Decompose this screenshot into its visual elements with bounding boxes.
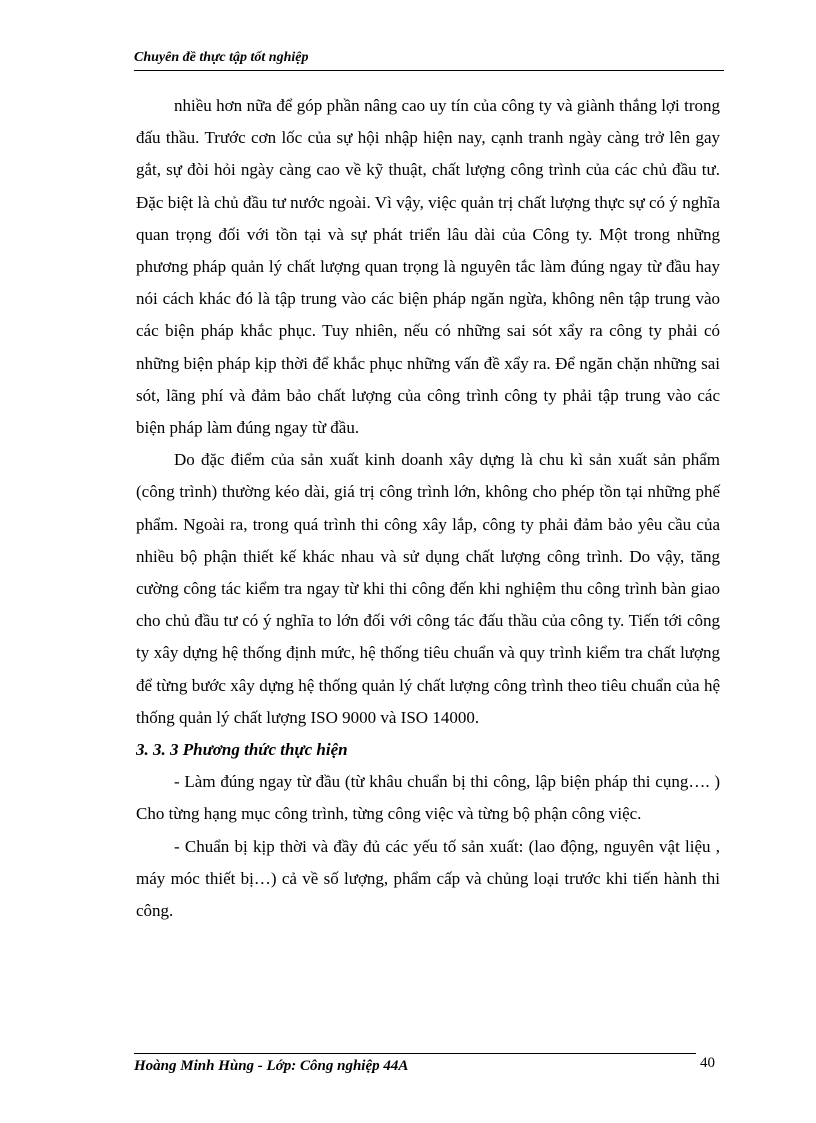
page-number: 40 [700,1055,715,1071]
body-paragraph: Do đặc điểm của sản xuất kinh doanh xây dựng là chu kì sản xuất sản phẩm (công trình) thường kéo dài, giá trị công trình lớn, không cho phép tồn tại những phế phẩm. Ngoài ra, trong quá trình thi công xây lắp, công ty phải đảm bảo yêu cầu của nhiều bộ phận thiết kế khác nhau và sử dụng chất lượng công trình. Do vậy, tăng cường công tác kiểm tra ngay từ khi thi công đến khi nghiệm thu công trình bàn giao cho chủ đầu tư có ý nghĩa to lớn đối với công tác đấu thầu của công ty. Tiến tới công ty xây dựng hệ thống định mức, hệ thống tiêu chuẩn và quy trình kiểm tra chất lượng để từng bước xây dựng hệ thống quản lý chất lượng công trình theo tiêu chuẩn của hệ thống quản lý chất lượng ISO 9000 và ISO 14000. [136,450,720,727]
page-header [134,48,724,71]
header-title: Chuyên đề thực tập tốt nghiệp [134,50,309,65]
section-paragraph: - Làm đúng ngay từ đầu (từ khâu chuẩn bị thi công, lập biện pháp thi cụng…. ) Cho từng hạng mục công trình, từng công việc và từng bộ phận công việc. [136,772,720,824]
footer-author: Hoàng Minh Hùng - Lớp: Công nghiệp 44A [134,1058,409,1074]
section-paragraph: - Chuẩn bị kịp thời và đầy đủ các yếu tố sản xuất: (lao động, nguyên vật liệu , máy móc thiết bị…) cả về số lượng, phẩm cấp và chủng loại trước khi tiến hành thi công. [136,836,720,921]
footer-divider [134,1053,696,1054]
document-body [136,90,720,927]
section-heading: 3. 3. 3 Phương thức thực hiện [136,740,348,760]
body-paragraph: nhiều hơn nữa để góp phần nâng cao uy tín của công ty và giành thắng lợi trong đấu thầu. Trước cơn lốc của sự hội nhập hiện nay, cạnh tranh ngày càng trở lên gay gắt, sự đòi hỏi ngày càng cao về kỹ thuật, chất lượng công trình của các chủ đầu tư. Đặc biệt là chủ đầu tư nước ngoài. Vì vậy, việc quản trị chất lượng thực sự có ý nghĩa quan trọng đối với tồn tại và sự phát triển lâu dài của Công ty. Một trong những phương pháp quản lý chất lượng quan trọng là nguyên tắc làm đúng ngay từ đầu hay nói cách khác đó là tập trung vào các biện pháp ngăn ngừa, không nên tập trung vào các biện pháp khắc phục. Tuy nhiên, nếu có những sai sót xẩy ra công ty phải có những biện pháp kịp thời để khắc phục những vấn đề xẩy ra. Để ngăn chặn những sai sót, lãng phí và đảm bảo chất lượng của công trình công ty phải tập trung vào các biện pháp làm đúng ngay từ đầu. [136,96,720,438]
